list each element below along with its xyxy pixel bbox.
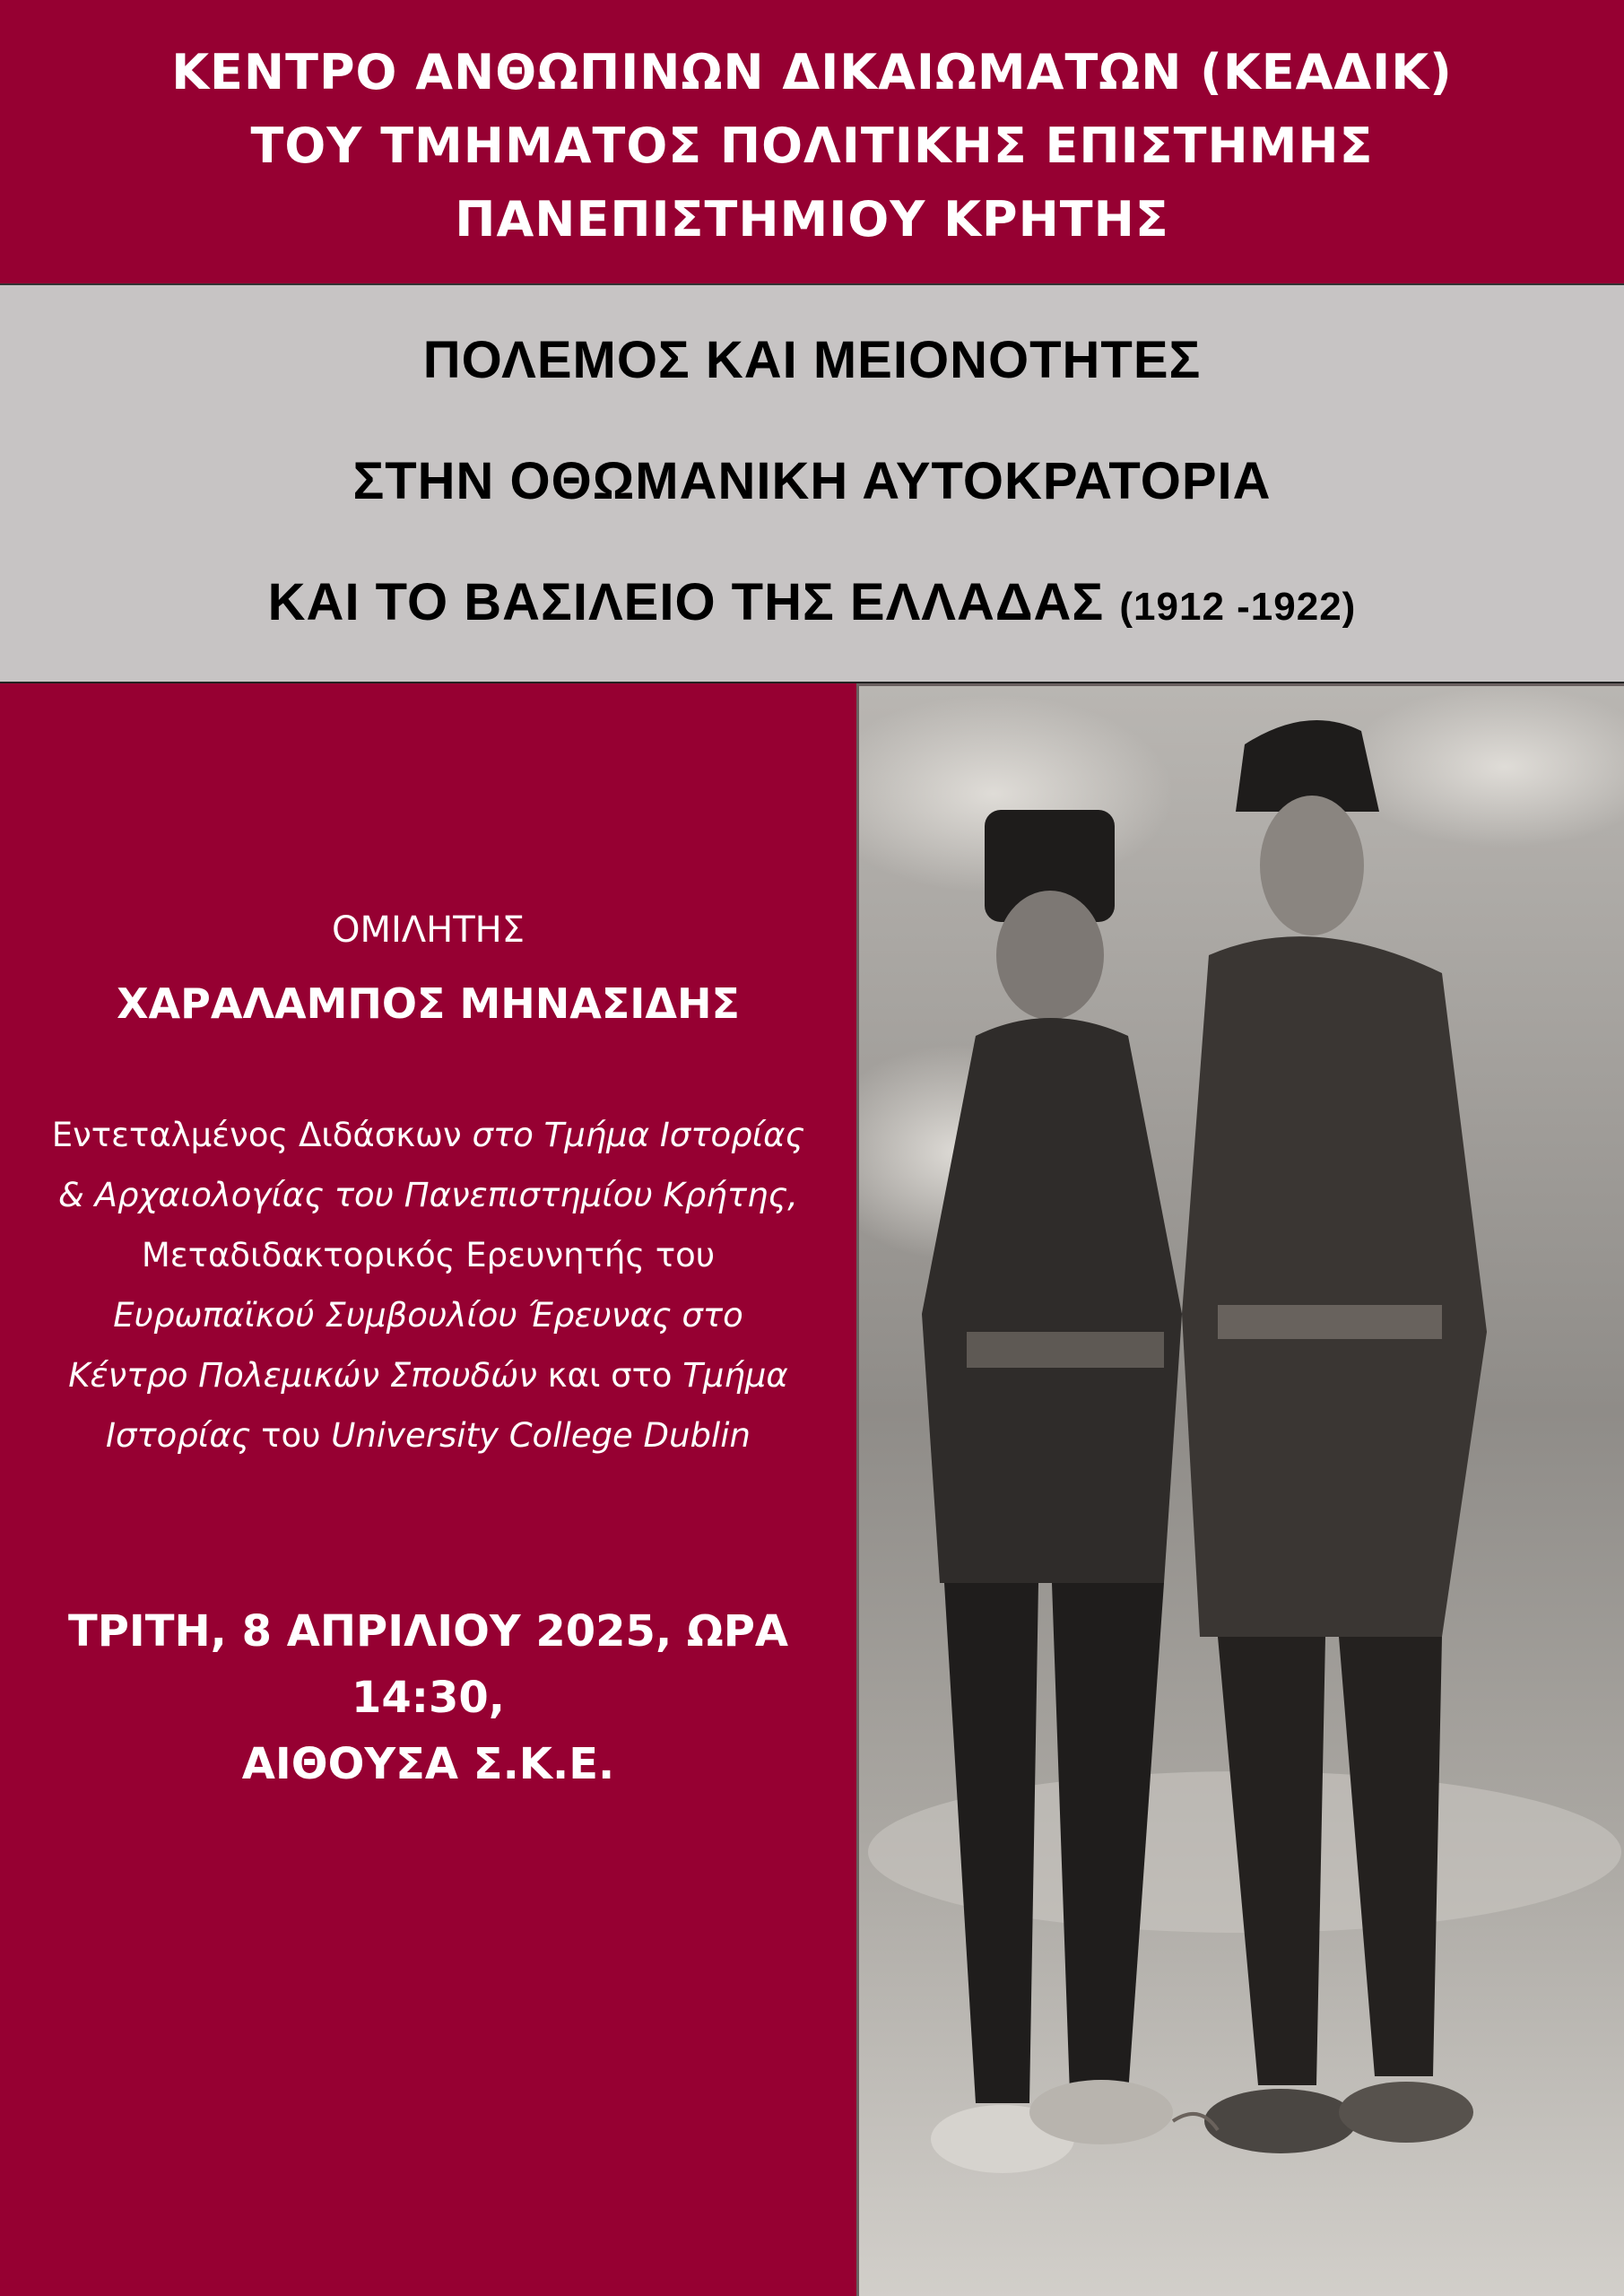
title-line-1: ΠΟΛΕΜΟΣ ΚΑΙ ΜΕΙΟΝΟΤΗΤΕΣ	[422, 331, 1202, 389]
event-date: ΤΡΙΤΗ, 8 ΑΠΡΙΛΙΟΥ 2025, ΩΡΑ 14:30,	[67, 1606, 789, 1723]
title-band	[0, 283, 1624, 683]
title-line-3	[0, 572, 1624, 632]
bio-postdoc: Μεταδιδακτορικός Ερευνητής του	[141, 1236, 716, 1274]
org-line-1: ΚΕΝΤΡΟ ΑΝΘΩΠΙΝΩΝ ΔΙΚΑΙΩΜΑΤΩΝ (ΚΕΑΔΙΚ)	[171, 44, 1453, 100]
bio-and: και στο	[536, 1356, 683, 1395]
speaker-bio	[27, 1105, 829, 1465]
bio-university: & Αρχαιολογίας του Πανεπιστημίου Κρήτης,	[58, 1176, 798, 1214]
org-line-3: ΠΑΝΕΠΙΣΤΗΜΙΟΥ ΚΡΗΤΗΣ	[455, 191, 1169, 248]
bio-dept: στο Τμήμα Ιστορίας	[472, 1116, 805, 1154]
title-line-3-text: ΚΑΙ ΤΟ ΒΑΣΙΛΕΙΟ ΤΗΣ ΕΛΛΑΔΑΣ	[267, 573, 1105, 631]
org-line-2: ΤΟΥ ΤΜΗΜΑΤΟΣ ΠΟΛΙΤΙΚΗΣ ΕΠΙΣΤΗΜΗΣ	[250, 117, 1374, 174]
bio-centre: Κέντρο Πολεμικών Σπουδών	[68, 1356, 537, 1395]
bio-dept2: Τμήμα	[682, 1356, 788, 1395]
title-line-2: ΣΤΗΝ ΟΘΩΜΑΝΙΚΗ ΑΥΤΟΚΡΑΤΟΡΙΑ	[352, 452, 1272, 510]
speaker-name: ΧΑΡΑΛΑΜΠΟΣ ΜΗΝΑΣΙΔΗΣ	[117, 979, 740, 1028]
speaker-info	[0, 683, 856, 2296]
event-room: ΑΙΘΟΥΣΑ Σ.Κ.Ε.	[241, 1739, 615, 1789]
title-years: (1912 -1922)	[1119, 585, 1357, 629]
bio-role: Εντεταλμένος Διδάσκων	[51, 1116, 473, 1154]
historical-photo	[856, 683, 1624, 2296]
speaker-label: ΟΜΙΛΗΤΗΣ	[331, 909, 525, 951]
bio-history: Ιστορίας	[106, 1416, 251, 1455]
bio-erc: Ευρωπαϊκού Συμβουλίου Έρευνας στο	[113, 1296, 743, 1335]
bio-of: του	[250, 1416, 332, 1455]
header-banner	[0, 0, 1624, 283]
bio-ucd: University College Dublin	[331, 1416, 751, 1455]
event-details	[0, 1598, 856, 1797]
soldiers-photo-illustration	[859, 686, 1624, 2296]
